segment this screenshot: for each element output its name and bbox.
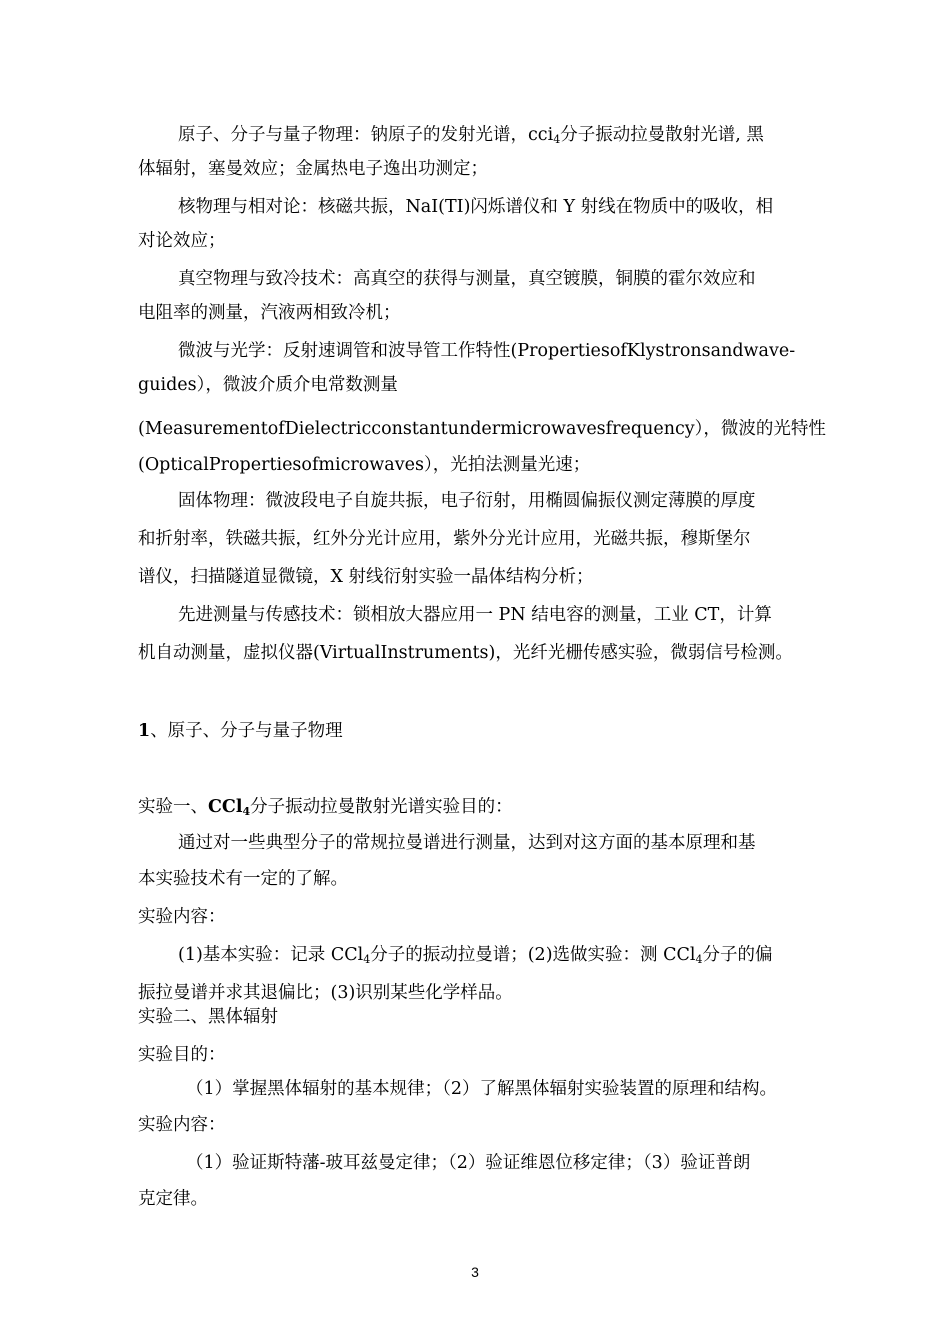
paragraph-solid-line1: 固体物理：微波段电子自旋共振，电子衍射，用椭圆偏振仪测定薄膜的厚度: [178, 491, 756, 511]
exp1-content-line2: 振拉曼谱并求其退偏比；(3)识别某些化学样品。: [138, 983, 513, 1003]
paragraph-microwave-line3: (MeasurementofDielectricconstantundermicrowavesfrequency），微波的光特性: [138, 419, 826, 439]
exp1-content-label: 实验内容：: [138, 907, 226, 927]
exp1-content-line1: [178, 944, 772, 966]
exp2-title: 实验二、黑体辐射: [138, 1007, 278, 1027]
paragraph-atomic-line2: 体辐射，塞曼效应；金属热电子逸出功测定；: [138, 159, 488, 179]
text-span: 原子、分子与量子物理：钠原子的发射光谱，cci: [178, 125, 554, 145]
text-span: 分子振动拉曼散射光谱实验目的：: [250, 797, 513, 817]
exp2-content-line2: 克定律。: [138, 1189, 208, 1209]
text-span: 实验一、: [138, 797, 208, 817]
paragraph-solid-line2: 和折射率，铁磁共振，红外分光计应用，紫外分光计应用，光磁共振，穆斯堡尔: [138, 529, 751, 549]
text-span: (1)基本实验：记录 CCl: [178, 945, 364, 965]
subscript: 4: [242, 805, 251, 818]
paragraph-measurement-line2: 机自动测量，虚拟仪器(VirtualInstruments)，光纤光栅传感实验，微弱信号检测。: [138, 643, 793, 663]
exp2-content-line1: （1）验证斯特藩-玻耳兹曼定律；（2）验证维恩位移定律；（3）验证普朗: [186, 1153, 751, 1173]
subscript: 4: [695, 953, 703, 966]
paragraph-microwave-line2: guides），微波介质介电常数测量: [138, 375, 398, 395]
exp1-purpose-line1: 通过对一些典型分子的常规拉曼谱进行测量，达到对这方面的基本原理和基: [178, 833, 756, 853]
subscript: 4: [553, 133, 561, 146]
paragraph-microwave-line1: 微波与光学：反射速调管和波导管工作特性(PropertiesofKlystronsandwave-: [178, 341, 796, 361]
paragraph-nuclear-line1: 核物理与相对论：核磁共振，NaI(TI)闪烁谱仪和 Y 射线在物质中的吸收，相: [178, 197, 774, 217]
text-span: 分子振动拉曼散射光谱, 黑: [560, 125, 764, 145]
section-number: 1: [138, 721, 151, 741]
exp1-title: [138, 796, 513, 818]
section-title: 、原子、分子与量子物理: [150, 721, 343, 741]
paragraph-solid-line3: 谱仪，扫描隧道显微镜，X 射线衍射实验一晶体结构分析；: [138, 567, 594, 587]
paragraph-vacuum-line1: 真空物理与致冷技术：高真空的获得与测量，真空镀膜，铜膜的霍尔效应和: [178, 269, 756, 289]
section-heading: [138, 720, 343, 742]
exp2-purpose-label: 实验目的：: [138, 1045, 226, 1065]
page-number: 3: [471, 1264, 479, 1280]
paragraph-atomic-line1: [178, 124, 764, 146]
subscript: 4: [363, 953, 371, 966]
paragraph-measurement-line1: 先进测量与传感技术：锁相放大器应用一 PN 结电容的测量，工业 CT，计算: [178, 605, 772, 625]
exp2-purpose-line1: （1）掌握黑体辐射的基本规律；（2）了解黑体辐射实验装置的原理和结构。: [186, 1079, 778, 1099]
exp1-purpose-line2: 本实验技术有一定的了解。: [138, 869, 348, 889]
text-span: 分子的偏: [702, 945, 773, 965]
paragraph-nuclear-line2: 对论效应；: [138, 231, 226, 251]
formula: CCl: [208, 797, 243, 817]
text-span: 分子的振动拉曼谱；(2)选做实验：测 CCl: [370, 945, 696, 965]
paragraph-vacuum-line2: 电阻率的测量，汽液两相致冷机；: [138, 303, 401, 323]
paragraph-microwave-line4: (OpticalPropertiesofmicrowaves），光拍法测量光速；: [138, 455, 591, 475]
exp2-content-label: 实验内容：: [138, 1115, 226, 1135]
